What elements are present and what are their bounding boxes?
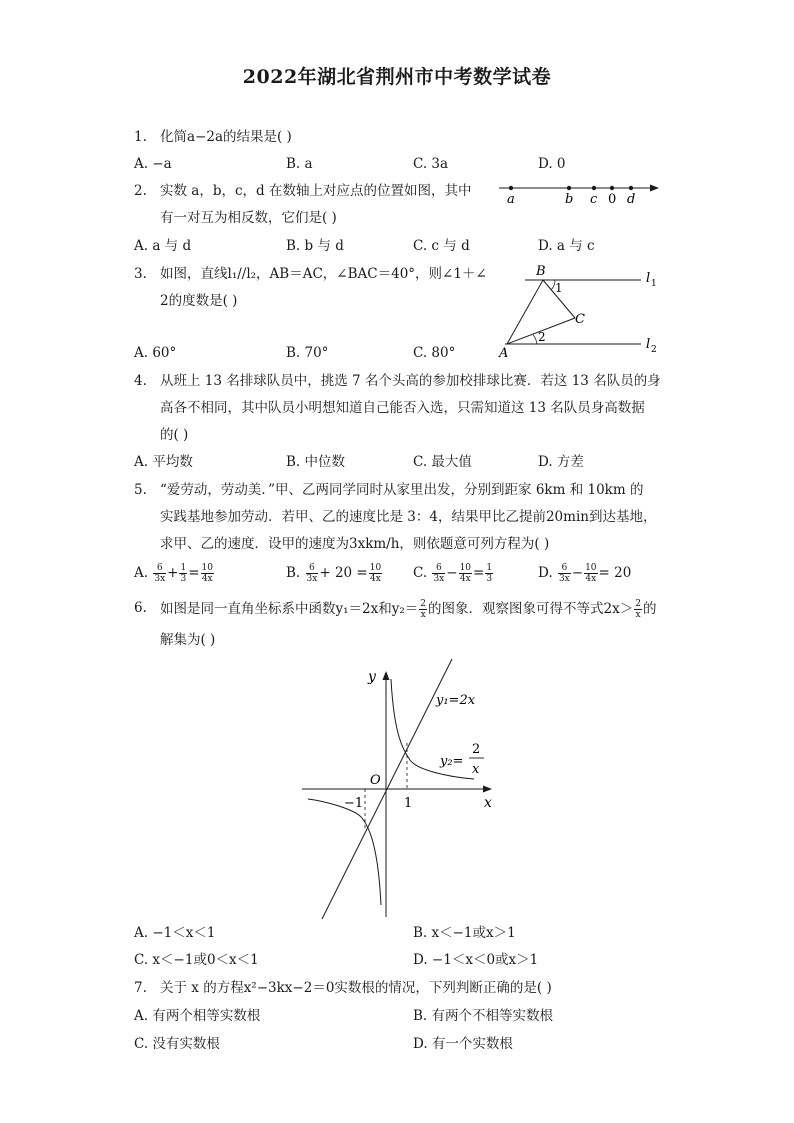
y2-numerator: 2 — [472, 742, 481, 757]
y1-function-label: y₁=2x — [436, 693, 476, 708]
q2-option-d[interactable]: D. a 与 c — [538, 238, 595, 254]
y2-denominator: x — [472, 762, 480, 777]
tick-1-label: 1 — [404, 796, 413, 811]
option-letter: D. — [538, 565, 553, 581]
question-2-line-1: 实数 a，b，c，d 在数轴上对应点的位置如图，其中 — [160, 183, 472, 199]
question-4-line-3: 的( ) — [160, 427, 189, 443]
fraction: $\frac{2}{x}$ — [420, 599, 427, 620]
question-number: 6. — [134, 600, 147, 616]
question-number: 7. — [134, 980, 147, 996]
number-line-figure — [495, 176, 665, 210]
line-l1-subscript: 1 — [651, 279, 657, 289]
parallel-lines-triangle-figure — [495, 260, 670, 360]
point-c-label: C — [575, 312, 585, 327]
q1-option-b[interactable]: B. a — [286, 156, 313, 172]
fraction: $\frac{1}{3}$ — [180, 563, 187, 584]
question-6-line-2: 解集为( ) — [160, 632, 216, 648]
question-number: 1. — [134, 129, 147, 145]
fraction: $\frac{10}{4x}$ — [369, 563, 382, 584]
q7-option-d[interactable]: D. 有一个实数根 — [413, 1036, 513, 1052]
q5-option-c[interactable]: C. $\frac{6}{3x}$ − $\frac{10}{4x}$ = $\frac{1}{3}$ — [413, 563, 493, 584]
q3-option-c[interactable]: C. 80° — [413, 345, 456, 361]
y2-function-label: y₂= — [440, 754, 464, 769]
q5-option-a[interactable]: A. $\frac{6}{3x}$ + $\frac{1}{3}$ = $\frac{10}{4x}$ — [134, 563, 213, 584]
q6-option-a[interactable]: A. −1＜x＜1 — [134, 925, 216, 941]
q4-option-c[interactable]: C. 最大值 — [413, 454, 472, 470]
q3-option-b[interactable]: B. 70° — [286, 345, 329, 361]
function-graph-figure — [298, 655, 498, 925]
q7-option-a[interactable]: A. 有两个相等实数根 — [134, 1008, 261, 1024]
q5-option-b[interactable]: B. $\frac{6}{3x}$ + 20 = $\frac{10}{4x}$ — [286, 563, 382, 584]
question-5-line-3: 求甲、乙的速度．设甲的速度为3xkm/h，则依题意可列方程为( ) — [160, 536, 550, 552]
point-a-label: A — [499, 346, 509, 360]
origin-label: O — [370, 773, 381, 788]
q4-option-a[interactable]: A. 平均数 — [134, 454, 193, 470]
question-6-line-1: 如图是同一直角坐标系中函数y₁＝2x和y₂＝ $\frac{2}{x}$ 的图象．观察图象可得不等式2x＞ $\frac{2}{x}$ 的 — [160, 599, 657, 620]
option-letter: A. — [134, 565, 149, 581]
fraction: $\frac{2}{x}$ — [635, 599, 641, 620]
q6-option-d[interactable]: D. −1＜x＜0或x＞1 — [413, 952, 539, 968]
option-letter: B. — [286, 565, 301, 581]
fraction: $\frac{6}{3x}$ — [558, 563, 570, 584]
axis-label-d: d — [627, 192, 636, 207]
q1-option-c[interactable]: C. 3a — [413, 156, 449, 172]
axis-label-c: c — [590, 192, 598, 207]
line-l1-label: l — [646, 271, 651, 286]
question-4-line-1: 从班上 13 名排球队员中，挑选 7 名个头高的参加校排球比赛．若这 13 名队员的身 — [160, 373, 661, 389]
question-number: 3. — [134, 266, 147, 282]
question-4-line-2: 高各不相同，其中队员小明想知道自己能否入选，只需知道这 13 名队员身高数据 — [160, 400, 645, 416]
axis-label-b: b — [565, 192, 574, 207]
axis-label-a: a — [507, 192, 515, 207]
q2-option-a[interactable]: A. a 与 d — [134, 238, 192, 254]
question-number: 4. — [134, 373, 147, 389]
line-l2-label: l — [646, 337, 651, 352]
angle-1-label: 1 — [555, 281, 563, 295]
question-3-line-2: 2的度数是( ) — [160, 293, 238, 309]
question-3-line-1: 如图，直线l₁//l₂，AB＝AC，∠BAC＝40°，则∠1＋∠ — [160, 266, 487, 282]
fraction: $\frac{6}{3x}$ — [433, 563, 445, 584]
q7-option-b[interactable]: B. 有两个不相等实数根 — [413, 1008, 554, 1024]
question-5-line-1: “爱劳动，劳动美．”甲、乙两同学同时从家里出发，分别到距家 6km 和 10km 的 — [160, 482, 644, 498]
axis-label-zero: 0 — [608, 192, 617, 207]
q3-option-a[interactable]: A. 60° — [134, 345, 177, 361]
q6-option-c[interactable]: C. x＜−1或0＜x＜1 — [134, 952, 259, 968]
q5-option-d[interactable]: D. $\frac{6}{3x}$ − $\frac{10}{4x}$ = 20 — [538, 563, 632, 584]
q4-option-b[interactable]: B. 中位数 — [286, 454, 346, 470]
line-l2-subscript: 2 — [651, 345, 657, 355]
fraction: $\frac{6}{3x}$ — [306, 563, 318, 584]
y-axis-label: y — [368, 669, 376, 685]
question-2-line-2: 有一对互为相反数，它们是( ) — [160, 210, 337, 226]
question-7-text: 关于 x 的方程x²−3kx−2＝0实数根的情况，下列判断正确的是( ) — [160, 980, 552, 996]
q2-option-c[interactable]: C. c 与 d — [413, 238, 470, 254]
fraction: $\frac{1}{3}$ — [486, 563, 493, 584]
option-letter: C. — [413, 565, 428, 581]
question-5-line-2: 实践基地参加劳动．若甲、乙的速度比是 3：4，结果甲比乙提前20min到达基地， — [160, 509, 657, 525]
fraction: $\frac{10}{4x}$ — [459, 563, 472, 584]
fraction: $\frac{6}{3x}$ — [154, 563, 166, 584]
x-axis-label: x — [484, 795, 492, 811]
q1-option-a[interactable]: A. −a — [134, 156, 172, 172]
q7-option-c[interactable]: C. 没有实数根 — [134, 1036, 220, 1052]
question-1-text: 化简a−2a的结果是( ) — [160, 129, 292, 145]
q2-option-b[interactable]: B. b 与 d — [286, 238, 344, 254]
angle-2-label: 2 — [538, 330, 546, 344]
question-number: 2. — [134, 183, 147, 199]
tick-neg1-label: −1 — [344, 796, 364, 811]
q6-option-b[interactable]: B. x＜−1或x＞1 — [413, 925, 516, 941]
page-title: 2022年湖北省荆州市中考数学试卷 — [242, 66, 552, 88]
q1-option-d[interactable]: D. 0 — [538, 156, 566, 172]
fraction: $\frac{10}{4x}$ — [585, 563, 597, 584]
q4-option-d[interactable]: D. 方差 — [538, 454, 584, 470]
question-number: 5. — [134, 482, 147, 498]
fraction: $\frac{10}{4x}$ — [201, 563, 213, 584]
point-b-label: B — [536, 264, 546, 279]
